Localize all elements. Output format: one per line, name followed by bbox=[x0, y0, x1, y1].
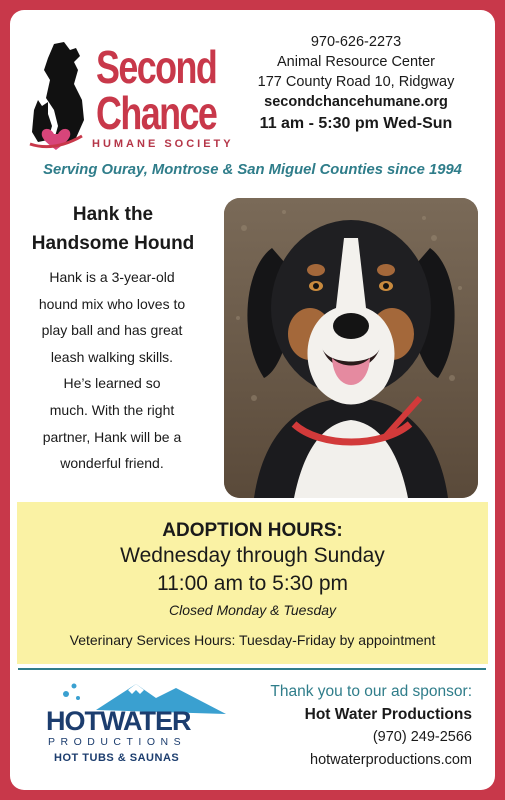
pet-desc-line: leash walking skills. bbox=[50, 348, 174, 365]
pet-desc-line: He’s learned so bbox=[63, 375, 161, 392]
adoption-days: Wednesday through Sunday bbox=[120, 544, 385, 567]
pet-desc-line: play ball and has great bbox=[41, 322, 183, 339]
contact-website[interactable]: secondchancehumane.org bbox=[264, 94, 448, 110]
hot-water-wordmark: HOTWATER bbox=[46, 706, 191, 736]
pet-desc-line: partner, Hank will be a bbox=[42, 428, 182, 445]
hot-water-logo bbox=[36, 680, 236, 770]
contact-center: Animal Resource Center bbox=[277, 54, 435, 70]
contact-block bbox=[230, 32, 482, 134]
contact-hours: 11 am - 5:30 pm Wed-Sun bbox=[259, 115, 453, 132]
second-chance-logo bbox=[24, 38, 234, 156]
sponsor-thanks: Thank you to our ad sponsor: bbox=[270, 683, 472, 700]
contact-address: 177 County Road 10, Ridgway bbox=[257, 74, 455, 90]
pet-desc-line: much. With the right bbox=[49, 401, 175, 418]
logo-word-second: Second bbox=[96, 41, 217, 93]
dog-photo bbox=[224, 198, 478, 498]
sponsor-name: Hot Water Productions bbox=[304, 706, 472, 723]
pet-desc-line: Hank is a 3-year-old bbox=[49, 269, 175, 285]
vet-services-hours: Veterinary Services Hours: Tuesday-Friday by appointment bbox=[69, 632, 436, 648]
hot-water-productions-wordmark: PRODUCTIONS bbox=[48, 736, 187, 748]
logo-word-chance: Chance bbox=[96, 87, 217, 139]
ad-card bbox=[10, 10, 495, 790]
sponsor-info bbox=[230, 680, 472, 772]
tagline: Serving Ouray, Montrose & San Miguel Counties since 1994 bbox=[43, 162, 462, 178]
pet-desc-line: wonderful friend. bbox=[60, 455, 164, 472]
pet-name-line1: Hank the bbox=[72, 204, 154, 225]
pet-description bbox=[14, 264, 210, 477]
adoption-time: 11:00 am to 5:30 pm bbox=[156, 572, 349, 595]
adoption-closed: Closed Monday & Tuesday bbox=[168, 602, 337, 618]
dog-cat-silhouette-icon bbox=[24, 40, 104, 150]
dog-illustration bbox=[224, 198, 478, 498]
pet-name bbox=[18, 200, 208, 258]
contact-phone: 970-626-2273 bbox=[310, 34, 402, 50]
adoption-heading: ADOPTION HOURS: bbox=[162, 520, 343, 541]
adoption-hours-box bbox=[17, 502, 488, 664]
logo-subtitle: HUMANE SOCIETY bbox=[92, 138, 234, 150]
sponsor-website[interactable]: hotwaterproductions.com bbox=[310, 752, 472, 768]
pet-name-line2: Handsome Hound bbox=[31, 233, 195, 254]
pet-desc-line: hound mix who loves to bbox=[38, 295, 186, 312]
divider bbox=[18, 668, 486, 670]
sponsor-phone: (970) 249-2566 bbox=[372, 729, 472, 745]
hot-water-tagline: HOT TUBS & SAUNAS bbox=[54, 752, 180, 764]
